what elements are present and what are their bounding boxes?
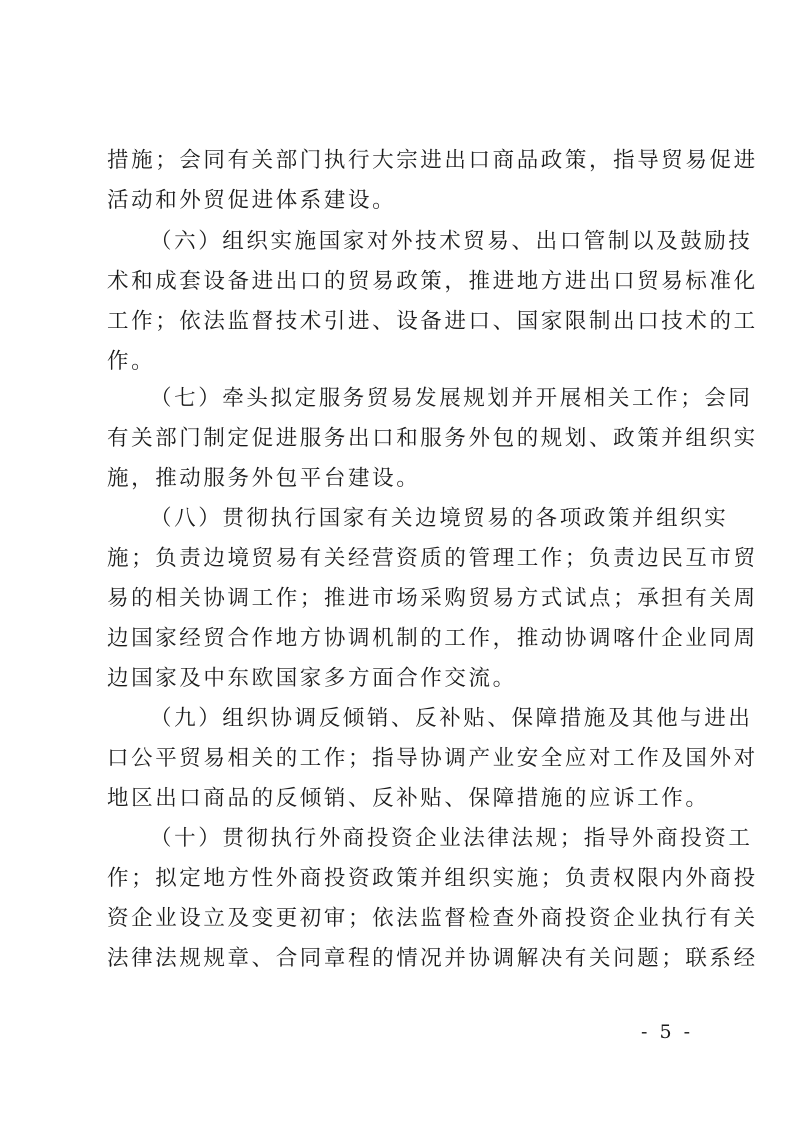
paragraph-9-line: （九）组织协调反倾销、反补贴、保障措施及其他与进出 xyxy=(150,706,753,731)
body-text-line: 活动和外贸促进体系建设。 xyxy=(107,188,397,213)
body-text-line: 工作；依法监督技术引进、设备进口、国家限制出口技术的工 xyxy=(107,309,758,334)
body-text-line: 地区出口商品的反倾销、反补贴、保障措施的应诉工作。 xyxy=(107,786,710,811)
body-text-line: 有关部门制定促进服务出口和服务外包的规划、政策并组织实 xyxy=(107,426,758,451)
body-text-line: 术和成套设备进出口的贸易政策，推进地方进出口贸易标准化 xyxy=(107,269,758,294)
body-text-line: 作。 xyxy=(107,349,156,374)
body-text-line: 易的相关协调工作；推进市场采购贸易方式试点；承担有关周 xyxy=(107,586,758,611)
body-text-line: 施，推动服务外包平台建设。 xyxy=(107,466,421,491)
body-text-line: 边国家经贸合作地方协调机制的工作，推动协调喀什企业同周 xyxy=(107,626,758,651)
page-number: - 5 - xyxy=(641,1021,694,1043)
paragraph-8-line: （八）贯彻执行国家有关边境贸易的各项政策并组织实 xyxy=(150,506,729,531)
body-text-line: 措施；会同有关部门执行大宗进出口商品政策，指导贸易促进 xyxy=(107,148,758,173)
body-text-line: 作；拟定地方性外商投资政策并组织实施；负责权限内外商投 xyxy=(107,866,758,891)
paragraph-6-line: （六）组织实施国家对外技术贸易、出口管制以及鼓励技 xyxy=(150,229,753,254)
body-text-line: 施；负责边境贸易有关经营资质的管理工作；负责边民互市贸 xyxy=(107,546,758,571)
paragraph-10-line: （十）贯彻执行外商投资企业法律法规；指导外商投资工 xyxy=(150,826,753,851)
body-text-line: 资企业设立及变更初审；依法监督检查外商投资企业执行有关 xyxy=(107,906,758,931)
body-text-line: 法律法规规章、合同章程的情况并协调解决有关问题；联系经 xyxy=(107,946,758,971)
paragraph-7-line: （七）牵头拟定服务贸易发展规划并开展相关工作；会同 xyxy=(150,386,753,411)
body-text-line: 口公平贸易相关的工作；指导协调产业安全应对工作及国外对 xyxy=(107,746,758,771)
body-text-line: 边国家及中东欧国家多方面合作交流。 xyxy=(107,666,517,691)
